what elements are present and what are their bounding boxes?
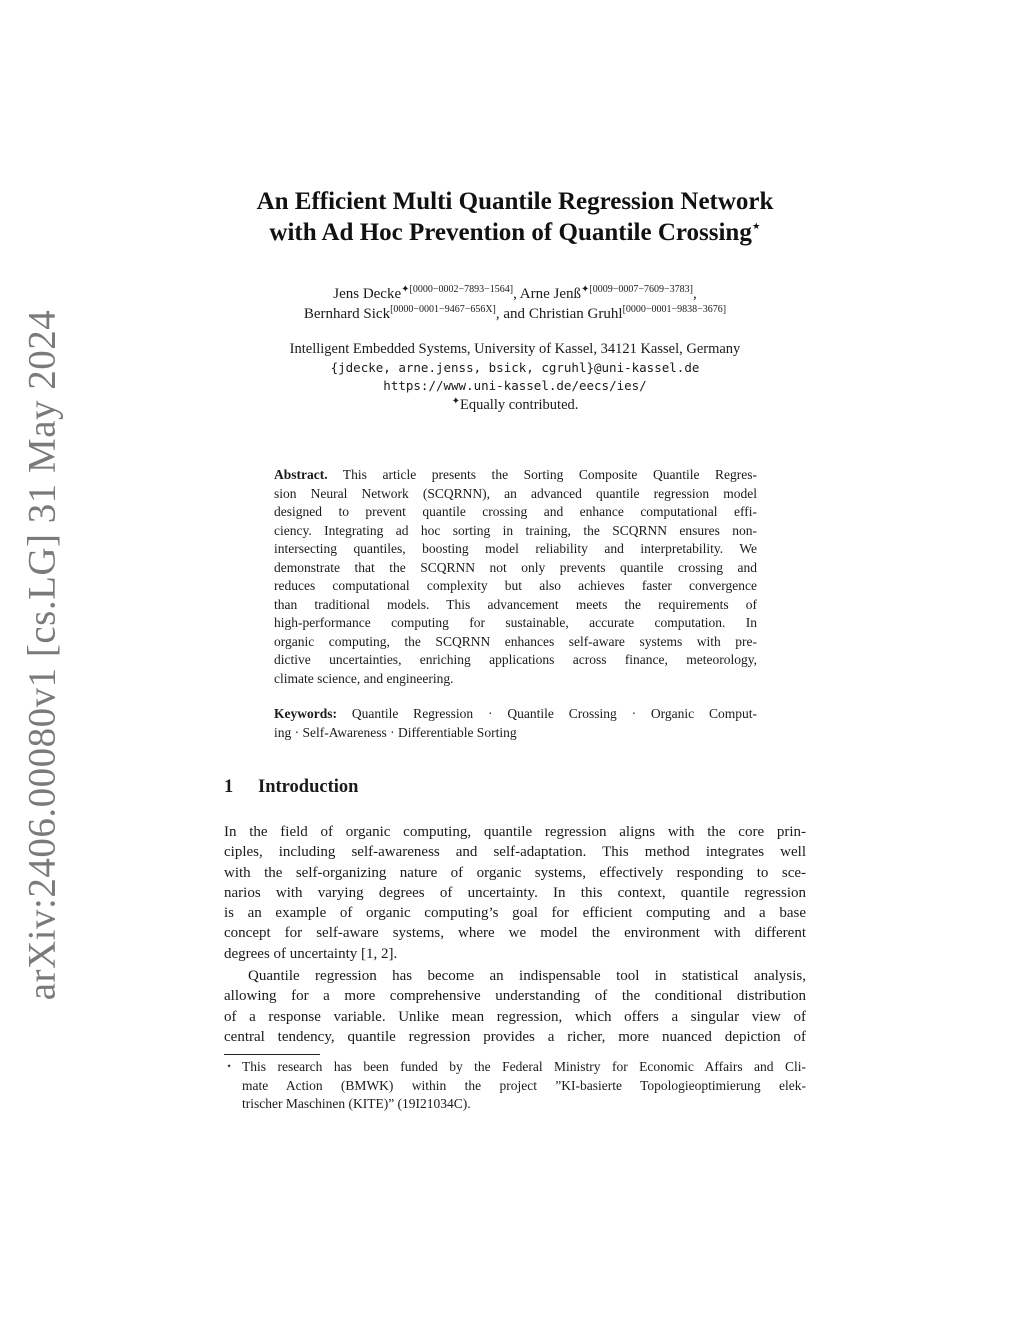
section-number: 1 [224, 777, 234, 797]
body-line: ciples, including self-awareness and self-adaptation. This method integrates well [224, 844, 806, 861]
abstract-line: intersecting quantiles, boosting model reliability and interpretability. We [274, 541, 757, 556]
affiliation-block [224, 340, 806, 414]
body-line: concept for self-aware systems, where we model the environment with different [224, 925, 806, 942]
abstract-line: sion Neural Network (SCQRNN), an advanced quantile regression model [274, 485, 757, 501]
keywords-line [274, 705, 757, 724]
keywords-label: Keywords: [274, 706, 337, 721]
paper-page [224, 0, 806, 1325]
affiliation-url[interactable]: https://www.uni-kassel.de/eecs/ies/ [383, 378, 647, 393]
author-name: Jens Decke [333, 286, 402, 302]
title-line-2 [224, 217, 806, 248]
author-name: Bernhard Sick [303, 306, 391, 322]
author-line-2 [224, 304, 806, 324]
author-line-1 [224, 284, 806, 304]
footnote [224, 1058, 806, 1114]
author-separator: , [513, 286, 520, 302]
abstract-line: reduces computational complexity but also achieves faster convergence [274, 578, 757, 593]
body-line: central tendency, quantile regression provides a richer, more nuanced depiction of [224, 1028, 806, 1045]
author-name: Arne Jenß [519, 286, 582, 302]
author-orcid: [0000−0002−7893−1564] [409, 284, 514, 295]
keywords [274, 705, 757, 742]
affiliation-institution: Intelligent Embedded Systems, University of Kassel, 34121 Kassel, Germany [289, 341, 741, 357]
author-name: Christian Gruhl [528, 306, 623, 322]
abstract-line: demonstrate that the SCQRNN not only prevents quantile crossing and [274, 559, 757, 575]
keywords-line-text: Quantile Regression · Quantile Crossing · Organic Comput- [337, 706, 757, 721]
equal-contribution-text: Equally contributed. [460, 396, 579, 413]
body-line: narios with varying degrees of uncertainty. In this context, quantile regression [224, 884, 806, 901]
paper-title [224, 186, 806, 248]
arxiv-sidebar [0, 0, 100, 1325]
body-line: with the self-organizing nature of organic systems, effectively responding to sce- [224, 864, 806, 881]
equal-contribution-mark: ✦ [451, 395, 460, 407]
equal-contribution-mark: ✦ [581, 284, 590, 295]
keywords-line: ing · Self-Awareness · Differentiable Sorting [274, 724, 517, 740]
author-orcid: [0000−0001−9467−656X] [390, 304, 496, 315]
title-line-1: An Efficient Multi Quantile Regression Network [256, 188, 774, 215]
introduction-body [224, 822, 806, 1047]
author-orcid: [0009−0007−7609−3783] [589, 284, 694, 295]
section-heading-introduction [224, 777, 358, 798]
title-footnote-mark: ⋆ [751, 219, 761, 235]
body-line: is an example of organic computing’s goal for efficient computing and a base [224, 905, 806, 922]
abstract-line: climate science, and engineering. [274, 670, 454, 686]
abstract-line: ciency. Integrating ad hoc sorting in training, the SCQRNN ensures non- [274, 522, 757, 538]
body-line: of a response variable. Unlike mean regression, which offers a singular view of [224, 1008, 806, 1025]
abstract-line: high-performance computing for sustainable, accurate computation. In [274, 615, 757, 630]
title-line-2-text: with Ad Hoc Prevention of Quantile Crossing [269, 219, 752, 246]
abstract-line: designed to prevent quantile crossing and enhance computational effi- [274, 504, 757, 519]
body-line: In the field of organic computing, quantile regression aligns with the core prin- [224, 824, 806, 840]
footnote-line: This research has been funded by the Federal Ministry for Economic Affairs and Cli- [242, 1059, 806, 1074]
arxiv-identifier: arXiv:2406.00080v1 [cs.LG] 31 May 2024 [20, 309, 64, 1001]
body-line: degrees of uncertainty [1, 2]. [224, 945, 398, 962]
author-separator: , and [495, 306, 529, 322]
abstract [274, 466, 757, 688]
author-separator: , [693, 286, 697, 302]
abstract-line: than traditional models. This advancement meets the requirements of [274, 596, 757, 612]
author-list [224, 284, 806, 324]
body-line: allowing for a more comprehensive understanding of the conditional distribution [224, 988, 806, 1005]
abstract-line: organic computing, the SCQRNN enhances self-aware systems with pre- [274, 633, 757, 649]
equal-contribution-mark: ✦ [401, 284, 410, 295]
abstract-line: dictive uncertainties, enriching applications across finance, meteorology, [274, 652, 757, 667]
footnote-mark: ⋆ [226, 1061, 233, 1072]
author-orcid: [0000−0001−9838−3676] [622, 304, 727, 315]
body-line: Quantile regression has become an indispensable tool in statistical analysis, [248, 968, 806, 985]
footnote-line: mate Action (BMWK) within the project ”KI-basierte Topologieoptimierung elek- [242, 1077, 806, 1093]
affiliation-emails: {jdecke, arne.jenss, bsick, cgruhl}@uni-kassel.de [330, 359, 700, 375]
footnote-line: trischer Maschinen (KITE)” (19I21034C). [242, 1096, 471, 1111]
abstract-line-text: This article presents the Sorting Composite Quantile Regres- [327, 467, 757, 482]
abstract-label: Abstract. [274, 467, 328, 482]
abstract-line [274, 466, 757, 485]
section-title: Introduction [258, 777, 359, 797]
footnote-divider [224, 1054, 320, 1055]
equal-contribution-note [224, 396, 806, 415]
